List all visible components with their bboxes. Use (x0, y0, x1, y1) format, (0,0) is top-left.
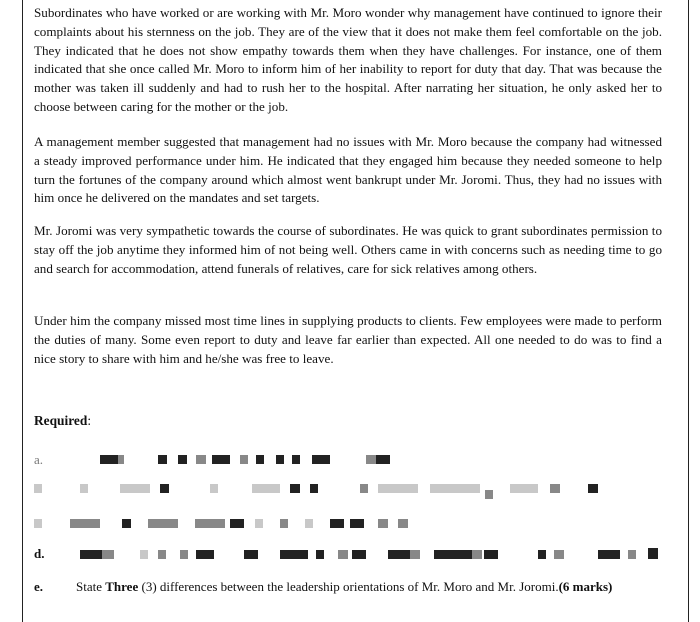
item-a-label: a. (34, 452, 44, 467)
paragraph-3: Mr. Joromi was very sympathetic towards the course of subordinates. He was quick to grant subordinates permission to stay off the job anytime they informed him of not being well. Others came in with concerns such as needing time to go and search for accommodation, attend funerals of relatives, care for sick relatives among others. (34, 223, 662, 276)
required-heading (34, 413, 91, 429)
item-d-redacted (80, 550, 660, 560)
page-border-right (688, 0, 689, 622)
item-c-redacted (80, 519, 660, 529)
required-label: Required (34, 413, 88, 428)
item-a-redacted (80, 455, 660, 465)
page-border-left (22, 0, 23, 622)
item-e-label: e. (34, 579, 44, 594)
item-e-text-pre: State (76, 579, 106, 594)
item-e-text-bold: Three (105, 579, 139, 594)
item-d-label: d. (34, 546, 45, 561)
item-e-text-mid: (3) differences between the leadership orientations of Mr. Moro and Mr. Joromi. (138, 579, 559, 594)
paragraph-2: A management member suggested that management had no issues with Mr. Moro because the company had witnessed a steady improved performance under him. He indicated that they engaged him because they needed someone to help turn the fortunes of the company around which almost went bankrupt under Mr. Joromi. Thus, they had no issues with him once he delivered on the mandates and set targets. (34, 134, 662, 206)
item-e-question (76, 579, 612, 595)
item-e-marks: (6 marks) (558, 579, 613, 594)
required-colon: : (87, 413, 92, 428)
item-b-redacted (80, 484, 660, 494)
paragraph-1: Subordinates who have worked or are working with Mr. Moro wonder why management have continued to ignore their complaints about his sternness on the job. They are of the view that it does not make them feel comfortable on the job. They indicated that he does not show empathy towards them when they have challenges. For instance, one of them indicated that she once called Mr. Moro to inform him of her inability to report for duty that day. That was because the mother was taken ill suddenly and had to rush her to the hospital. After narrating her situation, he only asked her to choose between caring for the mother or the job. (34, 5, 662, 114)
paragraph-4: Under him the company missed most time lines in supplying products to clients. Few employees were made to perform the duties of many. Some even report to duty and leave far earlier than expected. All one needed to do was to find a nice story to share with him and he/she was free to leave. (34, 313, 662, 366)
